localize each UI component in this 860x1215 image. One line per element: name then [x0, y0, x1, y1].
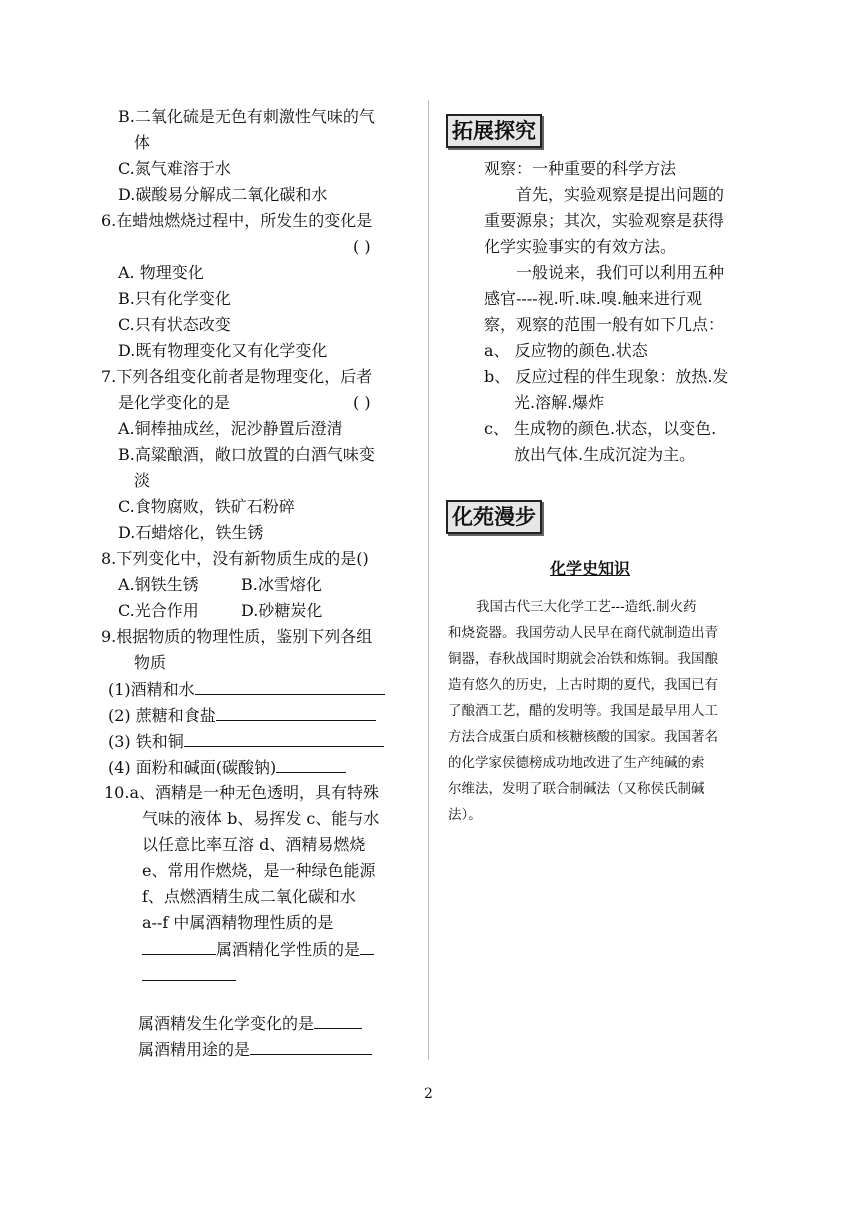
observation-item-b: b、 反应过程的伴生现象：放热.发: [484, 367, 729, 386]
section-header-chemistry-stroll: 化苑漫步: [446, 500, 542, 534]
q6-stem: 6.在蜡烛燃烧过程中，所发生的变化是: [101, 211, 373, 230]
q7-answer-paren: ( ): [353, 393, 371, 412]
observation-item-b-cont: 光.溶解.爆炸: [514, 393, 605, 412]
q10-line-8: [142, 962, 236, 989]
q10-line-3: 以任意比率互溶 d、酒精易燃烧: [142, 835, 366, 854]
observation-para1-line3: 化学实验事实的有效方法。: [484, 237, 677, 256]
observation-para2-line3: 察，观察的范围一般有如下几点：: [484, 315, 725, 334]
q8-option-a: A.钢铁生锈: [118, 575, 199, 594]
q10-line-10: [138, 1036, 372, 1063]
q10-line-7: [142, 936, 374, 963]
q10-change-blank[interactable]: [314, 1010, 362, 1029]
q9-item-2: [108, 702, 376, 729]
q10-use-blank[interactable]: [250, 1036, 372, 1055]
q9-item-4-blank[interactable]: [276, 754, 346, 773]
history-line-5: 了酿酒工艺，醋的发明等。我国是最早用人工: [448, 703, 718, 719]
q9-stem: 9.根据物质的物理性质，鉴别下列各组: [101, 627, 373, 646]
q9-item-3: [108, 728, 384, 755]
history-line-8: 尔维法，发明了联合制碱法（又称侯氏制碱: [448, 781, 705, 797]
q8-option-d: D.砂糖炭化: [241, 601, 323, 620]
q9-item-1-blank[interactable]: [195, 676, 385, 695]
observation-para2-line2: 感官----视.听.味.嗅.触来进行观: [484, 289, 702, 308]
q10-line-2: 气味的液体 b、易挥发 c、能与水: [142, 809, 380, 828]
q8-option-b: B.冰雪熔化: [241, 575, 322, 594]
q7-stem: 7.下列各组变化前者是物理变化，后者: [101, 367, 373, 386]
q9-item-1: [108, 676, 385, 703]
q10-use-label: 属酒精用途的是: [138, 1040, 251, 1059]
history-line-4: 造有悠久的历史，上古时期的夏代，我国已有: [448, 677, 718, 693]
q6-option-b: B.只有化学变化: [118, 289, 231, 308]
observation-para2-line1: 一般说来，我们可以利用五种: [516, 263, 725, 282]
q10-change-label: 属酒精发生化学变化的是: [138, 1014, 315, 1033]
observation-para1-line1: 首先，实验观察是提出问题的: [516, 185, 725, 204]
q5-option-c: C.氮气难溶于水: [118, 159, 231, 178]
q7-stem-cont: 是化学变化的是: [118, 393, 231, 412]
q6-answer-paren: ( ): [353, 237, 371, 256]
q6-option-d: D.既有物理变化又有化学变化: [118, 341, 328, 360]
q9-item-2-label: (2) 蔗糖和食盐: [108, 706, 216, 725]
observation-title: 观察：一种重要的科学方法: [484, 159, 677, 178]
q10-line-4: e、常用作燃烧，是一种绿色能源: [142, 861, 376, 880]
q10-line-1: 10.a、酒精是一种无色透明，具有特殊: [104, 783, 379, 802]
q7-option-a: A.铜棒抽成丝，泥沙静置后澄清: [118, 419, 343, 438]
q10-chemical-label: 属酒精化学性质的是: [216, 940, 361, 959]
q10-chemical-blank-cont[interactable]: [142, 962, 236, 981]
q5-option-b-cont: 体: [134, 133, 151, 152]
history-line-2: 和烧瓷器。我国劳动人民早在商代就制造出青: [448, 625, 718, 641]
q8-stem: 8.下列变化中，没有新物质生成的是(): [101, 549, 369, 568]
history-line-9: 法）。: [448, 807, 482, 823]
q5-option-b: B.二氧化硫是无色有刺激性气味的气: [118, 107, 375, 126]
q10-chemical-blank[interactable]: [360, 936, 374, 955]
q9-stem-cont: 物质: [134, 653, 167, 672]
q6-option-c: C.只有状态改变: [118, 315, 231, 334]
history-line-1: 我国古代三大化学工艺---造纸.制火药: [476, 599, 697, 615]
observation-item-c-cont: 放出气体.生成沉淀为主。: [514, 445, 696, 464]
q8-option-c: C.光合作用: [118, 601, 199, 620]
history-line-3: 铜器，春秋战国时期就会冶铁和炼铜。我国酿: [448, 651, 718, 667]
history-line-6: 方法合成蛋白质和核糖核酸的国家。我国著名: [448, 729, 718, 745]
q10-line-9: [138, 1010, 362, 1037]
section-header-extension: 拓展探究: [446, 114, 542, 148]
q9-item-3-label: (3) 铁和铜: [108, 732, 184, 751]
history-subtitle: 化学史知识: [550, 559, 631, 578]
q10-line-5: f、点燃酒精生成二氧化碳和水: [142, 887, 356, 906]
q7-option-b-cont: 淡: [134, 471, 151, 490]
q9-item-4: [108, 754, 346, 781]
q9-item-1-label: (1)酒精和水: [108, 680, 195, 699]
q7-option-c: C.食物腐败，铁矿石粉碎: [118, 497, 295, 516]
q9-item-4-label: (4) 面粉和碱面(碳酸钠): [108, 758, 277, 777]
q9-item-3-blank[interactable]: [184, 728, 384, 747]
page-number: 2: [424, 1086, 433, 1102]
q10-physical-blank[interactable]: [142, 936, 216, 955]
column-divider: [428, 100, 429, 1060]
q10-line-6: a--f 中属酒精物理性质的是: [142, 913, 334, 932]
history-line-7: 的化学家侯德榜成功地改进了生产纯碱的索: [448, 755, 705, 771]
q7-option-d: D.石蜡熔化，铁生锈: [118, 523, 264, 542]
q9-item-2-blank[interactable]: [216, 702, 376, 721]
q6-option-a: A. 物理变化: [118, 263, 204, 282]
observation-item-c: c、 生成物的颜色.状态，以变色.: [484, 419, 717, 438]
observation-item-a: a、 反应物的颜色.状态: [484, 341, 648, 360]
q5-option-d: D.碳酸易分解成二氧化碳和水: [118, 185, 328, 204]
observation-para1-line2: 重要源泉；其次，实验观察是获得: [484, 211, 725, 230]
q7-option-b: B.高粱酿酒，敞口放置的白酒气味变: [118, 445, 375, 464]
